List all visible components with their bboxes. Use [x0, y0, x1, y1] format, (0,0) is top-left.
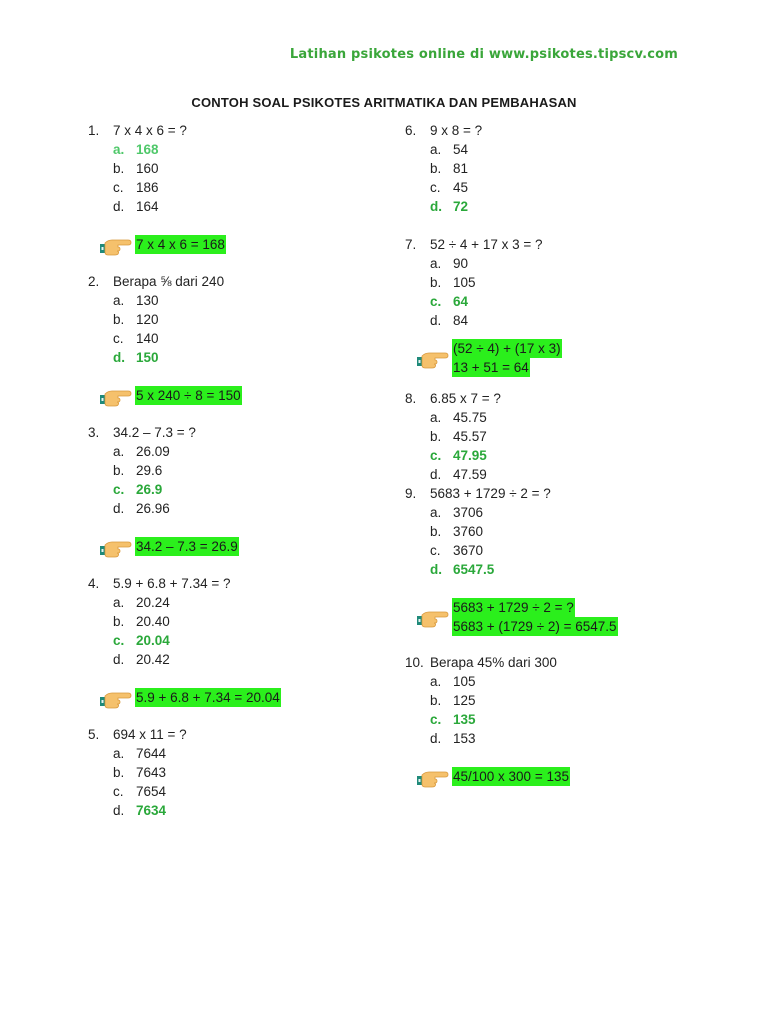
solution-box — [405, 598, 725, 636]
option-a: a. 90 — [430, 256, 469, 271]
option-b: b. 3760 — [430, 524, 484, 539]
question-number: 2. — [88, 274, 100, 289]
solution-box — [405, 767, 725, 786]
question-number: 1. — [88, 123, 100, 138]
question-number: 9. — [405, 486, 417, 501]
question-number: 8. — [405, 391, 417, 406]
option-b: b. 45.57 — [430, 429, 487, 444]
option-b: b. 105 — [430, 275, 476, 290]
solution-box — [405, 339, 725, 377]
option-a-correct: a. 168 — [113, 142, 159, 157]
option-a: a. 54 — [430, 142, 469, 157]
solution-box — [88, 537, 388, 556]
pointing-hand-icon — [417, 606, 449, 628]
question-9 — [405, 484, 725, 636]
question-3 — [88, 423, 388, 556]
option-b: b. 20.40 — [113, 614, 170, 629]
option-c-correct: c. 47.95 — [430, 448, 487, 463]
solution-line: 5.9 + 6.8 + 7.34 = 20.04 — [136, 690, 280, 705]
question-5 — [88, 725, 388, 820]
option-d: d. 153 — [430, 731, 476, 746]
pointing-hand-icon — [100, 687, 132, 709]
option-d: d. 26.96 — [113, 501, 170, 516]
option-b: b. 120 — [113, 312, 159, 327]
solution-line: 34.2 – 7.3 = 26.9 — [136, 539, 238, 554]
solution-line: 45/100 x 300 = 135 — [453, 769, 569, 784]
option-a: a. 26.09 — [113, 444, 170, 459]
question-8 — [405, 389, 725, 484]
question-text: 34.2 – 7.3 = ? — [113, 425, 196, 440]
option-a: a. 105 — [430, 674, 476, 689]
solution-box — [88, 235, 388, 254]
left-column — [88, 121, 388, 820]
option-d-correct: d. 150 — [113, 350, 159, 365]
option-d-correct: d. 6547.5 — [430, 562, 495, 577]
option-c: c. 3670 — [430, 543, 484, 558]
option-b: b. 160 — [113, 161, 159, 176]
solution-line: 5 x 240 ÷ 8 = 150 — [136, 388, 241, 403]
option-c-correct: c. 26.9 — [113, 482, 163, 497]
question-text: 52 ÷ 4 + 17 x 3 = ? — [430, 237, 543, 252]
question-text: 9 x 8 = ? — [430, 123, 483, 138]
option-b: b. 81 — [430, 161, 469, 176]
site-link[interactable]: Latihan psikotes online di www.psikotes.tipscv.com — [289, 47, 678, 62]
option-c: c. 140 — [113, 331, 159, 346]
solution-line: 5683 + (1729 ÷ 2) = 6547.5 — [453, 619, 617, 634]
option-a: a. 3706 — [430, 505, 484, 520]
question-1 — [88, 121, 388, 254]
option-c: c. 7654 — [113, 784, 167, 799]
question-10 — [405, 653, 725, 786]
option-c-correct: c. 20.04 — [113, 633, 170, 648]
solution-line: (52 ÷ 4) + (17 x 3) — [453, 341, 561, 356]
question-text: 6.85 x 7 = ? — [430, 391, 501, 406]
option-d-correct: d. 72 — [430, 199, 469, 214]
pointing-hand-icon — [417, 347, 449, 369]
right-column — [405, 121, 725, 786]
question-text: 694 x 11 = ? — [113, 727, 187, 742]
question-2 — [88, 272, 388, 405]
pointing-hand-icon — [417, 766, 449, 788]
question-number: 4. — [88, 576, 100, 591]
question-4 — [88, 574, 388, 707]
option-a: a. 20.24 — [113, 595, 170, 610]
question-text: Berapa ⅝ dari 240 — [113, 274, 225, 289]
pointing-hand-icon — [100, 385, 132, 407]
option-a: a. 45.75 — [430, 410, 487, 425]
question-text: 5.9 + 6.8 + 7.34 = ? — [113, 576, 231, 591]
option-a: a. 7644 — [113, 746, 167, 761]
option-d: d. 47.59 — [430, 467, 487, 482]
document-title: CONTOH SOAL PSIKOTES ARITMATIKA DAN PEMBAHASAN — [191, 95, 577, 110]
question-7 — [405, 235, 725, 377]
option-c: c. 45 — [430, 180, 469, 195]
option-c-correct: c. 135 — [430, 712, 476, 727]
question-number: 10. — [405, 655, 424, 670]
option-b: b. 29.6 — [113, 463, 163, 478]
solution-line: 7 x 4 x 6 = 168 — [136, 237, 225, 252]
option-c-correct: c. 64 — [430, 294, 469, 309]
question-number: 3. — [88, 425, 100, 440]
option-a: a. 130 — [113, 293, 159, 308]
option-c: c. 186 — [113, 180, 159, 195]
pointing-hand-icon — [100, 234, 132, 256]
question-number: 7. — [405, 237, 417, 252]
option-d: d. 20.42 — [113, 652, 170, 667]
question-6 — [405, 121, 725, 216]
pointing-hand-icon — [100, 536, 132, 558]
option-d: d. 84 — [430, 313, 469, 328]
question-number: 5. — [88, 727, 100, 742]
option-b: b. 7643 — [113, 765, 167, 780]
question-text: 5683 + 1729 ÷ 2 = ? — [430, 486, 551, 501]
question-text: Berapa 45% dari 300 — [430, 655, 557, 670]
option-d-correct: d. 7634 — [113, 803, 167, 818]
question-number: 6. — [405, 123, 417, 138]
solution-line: 13 + 51 = 64 — [453, 360, 529, 375]
solution-box — [88, 386, 388, 405]
option-b: b. 125 — [430, 693, 476, 708]
solution-line: 5683 + 1729 ÷ 2 = ? — [453, 600, 574, 615]
question-text: 7 x 4 x 6 = ? — [113, 123, 187, 138]
option-d: d. 164 — [113, 199, 159, 214]
solution-box — [88, 688, 388, 707]
